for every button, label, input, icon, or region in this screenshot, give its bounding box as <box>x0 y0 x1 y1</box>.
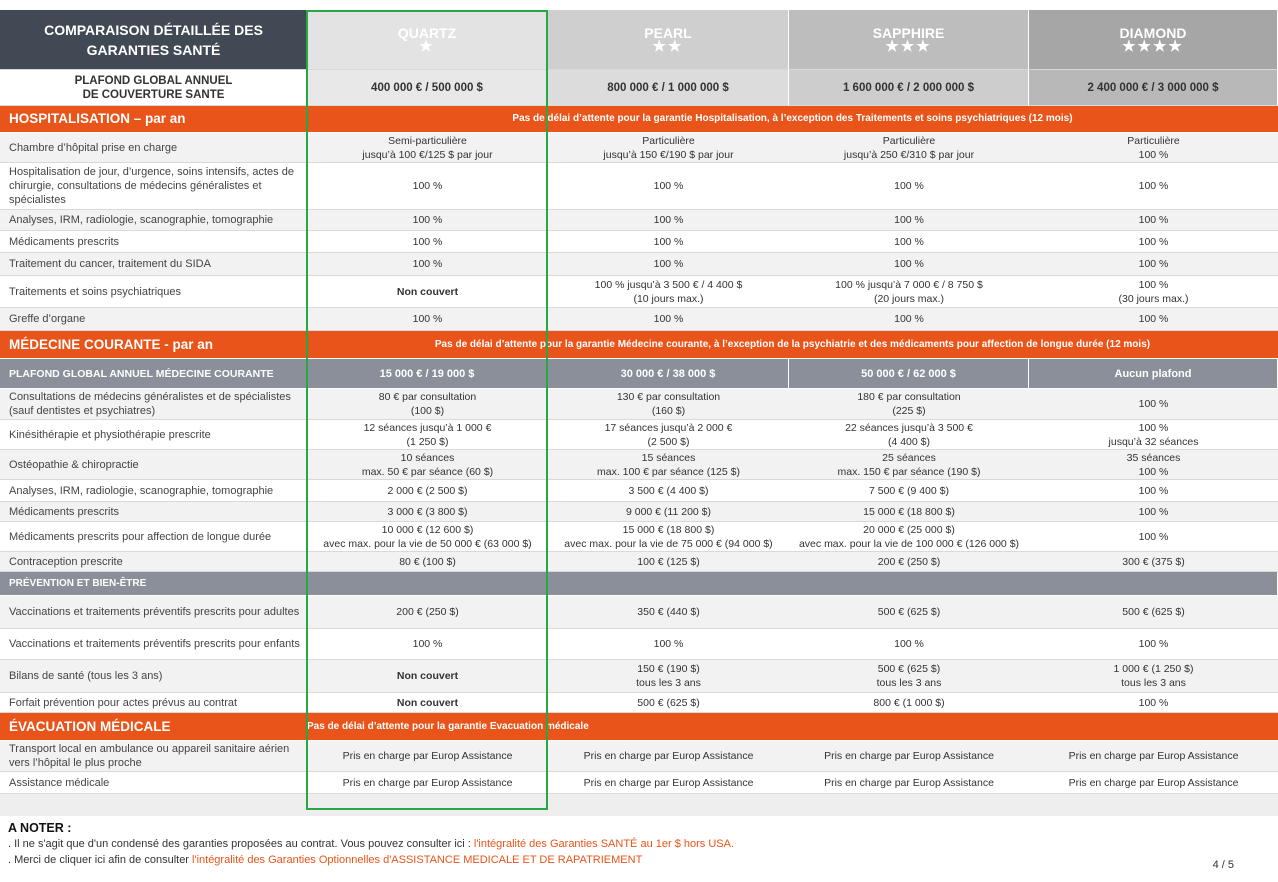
row-value-quartz: 100 % <box>307 210 548 231</box>
row-value-diamond: 100 % <box>1029 480 1278 502</box>
row-value-sapphire: 800 € (1 000 $) <box>789 693 1029 713</box>
row-value-diamond: 35 séances 100 % <box>1029 450 1278 480</box>
row-value-diamond: 500 € (625 $) <box>1029 596 1278 629</box>
row-value-sapphire: 200 € (250 $) <box>789 552 1029 572</box>
row-value-sapphire: Pris en charge par Europ Assistance <box>789 772 1029 794</box>
row-value-sapphire: Particulière jusqu’à 250 €/310 $ par jour <box>789 133 1029 163</box>
row-value-quartz: 3 000 € (3 800 $) <box>307 502 548 522</box>
row-value-quartz: 10 séances max. 50 € par séance (60 $) <box>307 450 548 480</box>
global-cap-quartz: 400 000 € / 500 000 $ <box>307 70 548 106</box>
medecine-cap-label: PLAFOND GLOBAL ANNUEL MÉDECINE COURANTE <box>0 359 307 389</box>
row-label: Greffe d’organe <box>0 308 307 331</box>
row-value-quartz: 100 % <box>307 629 548 660</box>
row-value-sapphire: 100 % <box>789 308 1029 331</box>
row-label: Analyses, IRM, radiologie, scanographie, tomographie <box>0 210 307 231</box>
row-value-quartz: 100 % <box>307 163 548 210</box>
row-value-diamond: 100 % <box>1029 253 1278 276</box>
row-value-pearl: 100 % <box>548 163 789 210</box>
table-title <box>0 10 307 70</box>
row-value-quartz: 80 € par consultation (100 $) <box>307 389 548 420</box>
row-value-sapphire: 7 500 € (9 400 $) <box>789 480 1029 502</box>
row-value-sapphire: 15 000 € (18 800 $) <box>789 502 1029 522</box>
row-value-pearl: 3 500 € (4 400 $) <box>548 480 789 502</box>
section-hospitalisation-title: HOSPITALISATION – par an <box>0 106 307 133</box>
row-label: Analyses, IRM, radiologie, scanographie, tomographie <box>0 480 307 502</box>
notes-line-1 <box>8 838 734 850</box>
row-value-pearl: 100 % <box>548 231 789 253</box>
row-value-diamond: 100 % <box>1029 502 1278 522</box>
table-title-line1: COMPARAISON DÉTAILLÉE DES <box>44 21 263 38</box>
row-value-quartz: Pris en charge par Europ Assistance <box>307 741 548 772</box>
comparison-table <box>0 10 1277 816</box>
row-value-diamond: 100 % <box>1029 210 1278 231</box>
row-value-pearl: 15 000 € (18 800 $) avec max. pour la vie de 75 000 € (94 000 $) <box>548 522 789 552</box>
section-medecine-note: Pas de délai d’attente pour la garantie Médecine courante, à l’exception de la psychiatrie et des médicaments pour affection de longue durée (12 mois) <box>307 331 1278 359</box>
row-value-quartz: Pris en charge par Europ Assistance <box>307 772 548 794</box>
medecine-cap-pearl: 30 000 € / 38 000 $ <box>548 359 789 389</box>
tier-name: QUARTZ <box>397 24 457 41</box>
row-value-pearl: 9 000 € (11 200 $) <box>548 502 789 522</box>
row-value-pearl: Pris en charge par Europ Assistance <box>548 741 789 772</box>
notes-line-2-text: . Merci de cliquer ici afin de consulter <box>8 854 193 866</box>
row-value-quartz: 100 % <box>307 308 548 331</box>
row-value-sapphire: 500 € (625 $) tous les 3 ans <box>789 660 1029 693</box>
medecine-cap-quartz: 15 000 € / 19 000 $ <box>307 359 548 389</box>
row-value-pearl: 100 % <box>548 629 789 660</box>
section-prevention-band <box>307 572 1278 596</box>
row-value-quartz: 100 % <box>307 231 548 253</box>
row-value-sapphire: 180 € par consultation (225 $) <box>789 389 1029 420</box>
row-label: Contraception prescrite <box>0 552 307 572</box>
row-value-diamond: Pris en charge par Europ Assistance <box>1029 772 1278 794</box>
row-label: Bilans de santé (tous les 3 ans) <box>0 660 307 693</box>
global-cap-label <box>0 70 307 106</box>
row-value-sapphire: 25 séances max. 150 € par séance (190 $) <box>789 450 1029 480</box>
row-value-pearl: Particulière jusqu’à 150 €/190 $ par jour <box>548 133 789 163</box>
star-icon: ★ <box>419 37 435 55</box>
star-icon: ★★ <box>652 37 684 55</box>
row-value-diamond: 300 € (375 $) <box>1029 552 1278 572</box>
tier-quartz <box>307 10 548 70</box>
row-value-quartz: 200 € (250 $) <box>307 596 548 629</box>
assistance-guarantees-link[interactable]: l'intégralité des Garanties Optionnelles d'ASSISTANCE MEDICALE ET DE RAPATRIEMENT <box>192 854 643 866</box>
row-label: Médicaments prescrits pour affection de longue durée <box>0 522 307 552</box>
row-label: Vaccinations et traitements préventifs prescrits pour enfants <box>0 629 307 660</box>
sante-guarantees-link[interactable]: l'intégralité des Garanties SANTÉ au 1er $ hors USA. <box>473 838 735 850</box>
row-value-sapphire: 22 séances jusqu’à 3 500 € (4 400 $) <box>789 420 1029 450</box>
row-value-sapphire: 100 % jusqu’à 7 000 € / 8 750 $ (20 jours max.) <box>789 276 1029 308</box>
row-value-quartz: 80 € (100 $) <box>307 552 548 572</box>
row-value-pearl: 100 % <box>548 308 789 331</box>
global-cap-diamond: 2 400 000 € / 3 000 000 $ <box>1029 70 1278 106</box>
row-value-diamond: 100 % <box>1029 389 1278 420</box>
row-value-pearl: 150 € (190 $) tous les 3 ans <box>548 660 789 693</box>
row-label: Médicaments prescrits <box>0 231 307 253</box>
row-value-diamond: 1 000 € (1 250 $) tous les 3 ans <box>1029 660 1278 693</box>
row-label: Vaccinations et traitements préventifs prescrits pour adultes <box>0 596 307 629</box>
table-footer-band <box>0 794 1278 816</box>
row-label: Assistance médicale <box>0 772 307 794</box>
row-value-pearl: 17 séances jusqu’à 2 000 € (2 500 $) <box>548 420 789 450</box>
row-value-diamond: 100 % <box>1029 308 1278 331</box>
row-value-quartz: 12 séances jusqu’à 1 000 € (1 250 $) <box>307 420 548 450</box>
row-value-sapphire: 100 % <box>789 629 1029 660</box>
row-value-quartz: Non couvert <box>307 276 548 308</box>
row-value-pearl: 500 € (625 $) <box>548 693 789 713</box>
notes-line-2 <box>8 854 642 866</box>
row-value-sapphire: 100 % <box>789 163 1029 210</box>
row-value-sapphire: 100 % <box>789 231 1029 253</box>
row-value-sapphire: Pris en charge par Europ Assistance <box>789 741 1029 772</box>
row-value-diamond: 100 % <box>1029 231 1278 253</box>
row-value-quartz: 10 000 € (12 600 $) avec max. pour la vie de 50 000 € (63 000 $) <box>307 522 548 552</box>
row-value-pearl: 130 € par consultation (160 $) <box>548 389 789 420</box>
row-value-sapphire: 500 € (625 $) <box>789 596 1029 629</box>
row-value-quartz: Non couvert <box>307 693 548 713</box>
row-value-pearl: 100 € (125 $) <box>548 552 789 572</box>
medecine-cap-diamond: Aucun plafond <box>1029 359 1278 389</box>
row-value-diamond: Pris en charge par Europ Assistance <box>1029 741 1278 772</box>
row-value-diamond: 100 % (30 jours max.) <box>1029 276 1278 308</box>
star-icon: ★★★ <box>885 37 932 55</box>
section-medecine-title: MÉDECINE COURANTE - par an <box>0 331 307 359</box>
row-label: Consultations de médecins généralistes et de spécialistes (sauf dentistes et psychiatres) <box>0 389 307 420</box>
row-label: Forfait prévention pour actes prévus au contrat <box>0 693 307 713</box>
tier-name: SAPPHIRE <box>872 24 945 41</box>
row-label: Médicaments prescrits <box>0 502 307 522</box>
row-value-diamond: 100 % jusqu’à 32 séances <box>1029 420 1278 450</box>
section-evacuation-title: ÉVACUATION MÉDICALE <box>0 713 307 741</box>
row-value-diamond: 100 % <box>1029 163 1278 210</box>
row-value-sapphire: 20 000 € (25 000 $) avec max. pour la vie de 100 000 € (126 000 $) <box>789 522 1029 552</box>
section-hospitalisation-note: Pas de délai d’attente pour la garantie Hospitalisation, à l’exception des Traitements et soins psychiatriques (12 mois) <box>307 106 1278 133</box>
row-value-quartz: 2 000 € (2 500 $) <box>307 480 548 502</box>
table-title-line2: GARANTIES SANTÉ <box>86 41 221 58</box>
row-value-pearl: 100 % jusqu’à 3 500 € / 4 400 $ (10 jours max.) <box>548 276 789 308</box>
row-value-pearl: 100 % <box>548 253 789 276</box>
row-label: Chambre d’hôpital prise en charge <box>0 133 307 163</box>
row-value-quartz: Semi-particulière jusqu’à 100 €/125 $ par jour <box>307 133 548 163</box>
notes-line-1-text: . Il ne s'agit que d'un condensé des garanties proposées au contrat. Vous pouvez consulter ici : <box>8 838 474 850</box>
notes-title: A NOTER : <box>8 821 72 835</box>
row-label: Hospitalisation de jour, d’urgence, soins intensifs, actes de chirurgie, consultations de médecins généralistes et spécialistes <box>0 163 307 210</box>
row-label: Traitements et soins psychiatriques <box>0 276 307 308</box>
global-cap-sapphire: 1 600 000 € / 2 000 000 $ <box>789 70 1029 106</box>
tier-diamond <box>1029 10 1278 70</box>
row-value-pearl: 350 € (440 $) <box>548 596 789 629</box>
row-label: Transport local en ambulance ou appareil sanitaire aérien vers l’hôpital le plus proche <box>0 741 307 772</box>
row-value-diamond: 100 % <box>1029 693 1278 713</box>
row-value-pearl: 100 % <box>548 210 789 231</box>
row-value-pearl: 15 séances max. 100 € par séance (125 $) <box>548 450 789 480</box>
section-prevention-title: PRÉVENTION ET BIEN-ÊTRE <box>0 572 307 596</box>
tier-pearl <box>548 10 789 70</box>
row-value-sapphire: 100 % <box>789 210 1029 231</box>
row-value-quartz: 100 % <box>307 253 548 276</box>
row-value-diamond: 100 % <box>1029 629 1278 660</box>
global-cap-label-line2: DE COUVERTURE SANTE <box>82 88 225 101</box>
global-cap-pearl: 800 000 € / 1 000 000 $ <box>548 70 789 106</box>
row-label: Traitement du cancer, traitement du SIDA <box>0 253 307 276</box>
tier-name: DIAMOND <box>1119 24 1187 41</box>
medecine-cap-sapphire: 50 000 € / 62 000 $ <box>789 359 1029 389</box>
row-value-diamond: 100 % <box>1029 522 1278 552</box>
row-value-pearl: Pris en charge par Europ Assistance <box>548 772 789 794</box>
page-number: 4 / 5 <box>1212 859 1234 871</box>
row-value-quartz: Non couvert <box>307 660 548 693</box>
row-label: Ostéopathie & chiropractie <box>0 450 307 480</box>
tier-name: PEARL <box>644 24 692 41</box>
section-evacuation-note: Pas de délai d’attente pour la garantie Evacuation médicale <box>307 713 1278 741</box>
row-value-sapphire: 100 % <box>789 253 1029 276</box>
star-icon: ★★★★ <box>1122 37 1184 55</box>
row-value-diamond: Particulière 100 % <box>1029 133 1278 163</box>
global-cap-label-line1: PLAFOND GLOBAL ANNUEL <box>74 74 233 87</box>
tier-sapphire <box>789 10 1029 70</box>
row-label: Kinésithérapie et physiothérapie prescrite <box>0 420 307 450</box>
